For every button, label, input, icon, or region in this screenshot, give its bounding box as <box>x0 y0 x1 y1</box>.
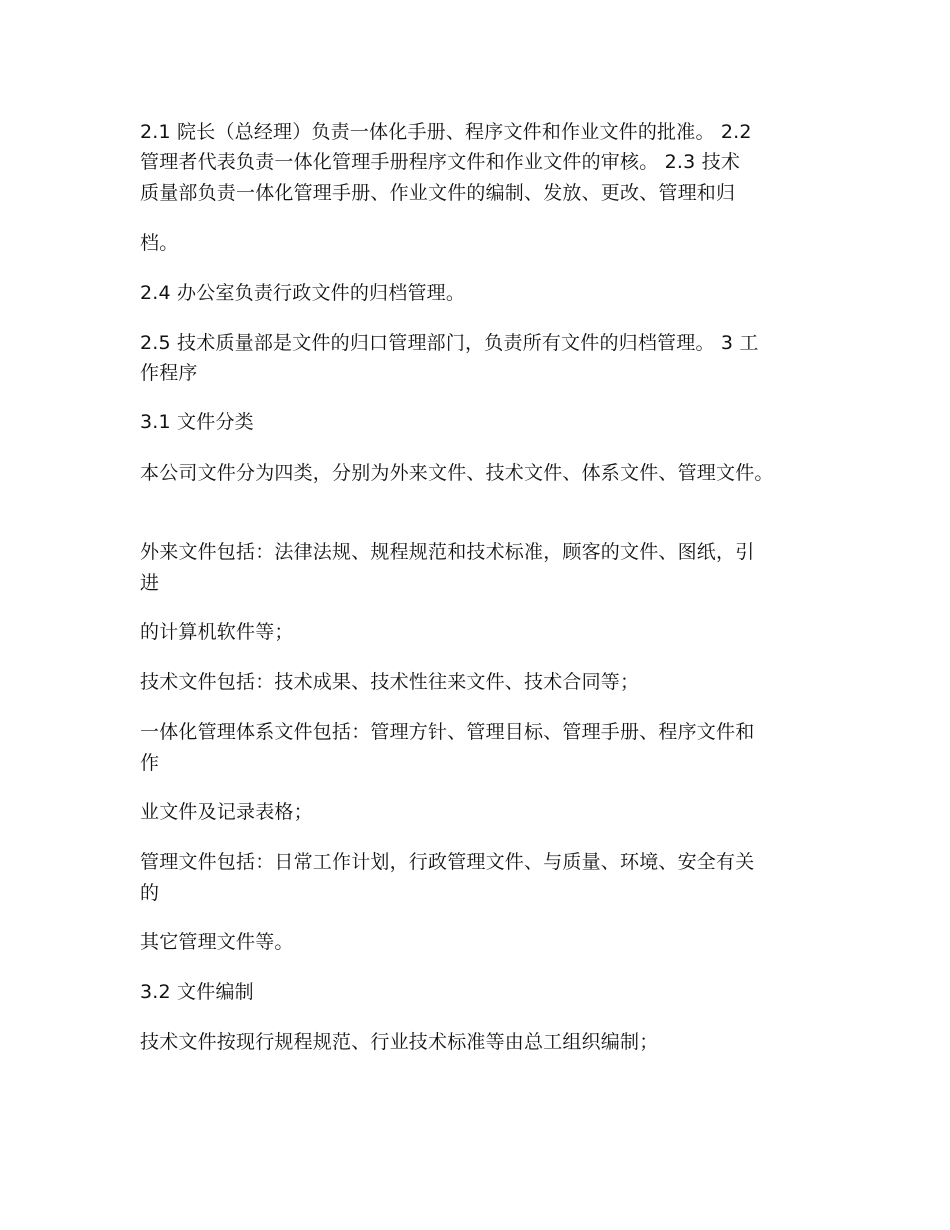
section-heading: 3.1 文件分类 <box>140 411 254 433</box>
text-line: 2.1 院长（总经理）负责一体化手册、程序文件和作业文件的批准。 2.2 <box>140 121 752 143</box>
text-line: 质量部负责一体化管理手册、作业文件的编制、发放、更改、管理和归 <box>140 182 736 204</box>
text-line: 业文件及记录表格； <box>140 801 313 823</box>
text-line: 2.4 办公室负责行政文件的归档管理。 <box>140 282 466 304</box>
section-heading: 3.2 文件编制 <box>140 981 254 1003</box>
text-line: 的计算机软件等； <box>140 621 294 643</box>
text-line: 外来文件包括：法律法规、规程规范和技术标准，顾客的文件、图纸，引 <box>140 541 755 563</box>
text-line: 进 <box>140 572 160 594</box>
text-line: 管理者代表负责一体化管理手册程序文件和作业文件的审核。 2.3 技术 <box>140 151 741 173</box>
text-line: 一体化管理体系文件包括：管理方针、管理目标、管理手册、程序文件和 <box>140 721 755 743</box>
text-line: 2.5 技术质量部是文件的归口管理部门，负责所有文件的归档管理。 3 工 <box>140 332 759 354</box>
text-line: 其它管理文件等。 <box>140 931 294 953</box>
text-line: 作程序 <box>140 362 198 384</box>
text-line: 技术文件按现行规程规范、行业技术标准等由总工组织编制； <box>140 1031 659 1053</box>
text-line: 档。 <box>140 232 179 254</box>
text-line: 作 <box>140 752 160 774</box>
text-line: 本公司文件分为四类，分别为外来文件、技术文件、体系文件、管理文件。 <box>140 462 774 484</box>
text-line: 技术文件包括：技术成果、技术性往来文件、技术合同等； <box>140 671 640 693</box>
text-line: 管理文件包括：日常工作计划，行政管理文件、与质量、环境、安全有关 <box>140 851 755 873</box>
text-line: 的 <box>140 882 160 904</box>
